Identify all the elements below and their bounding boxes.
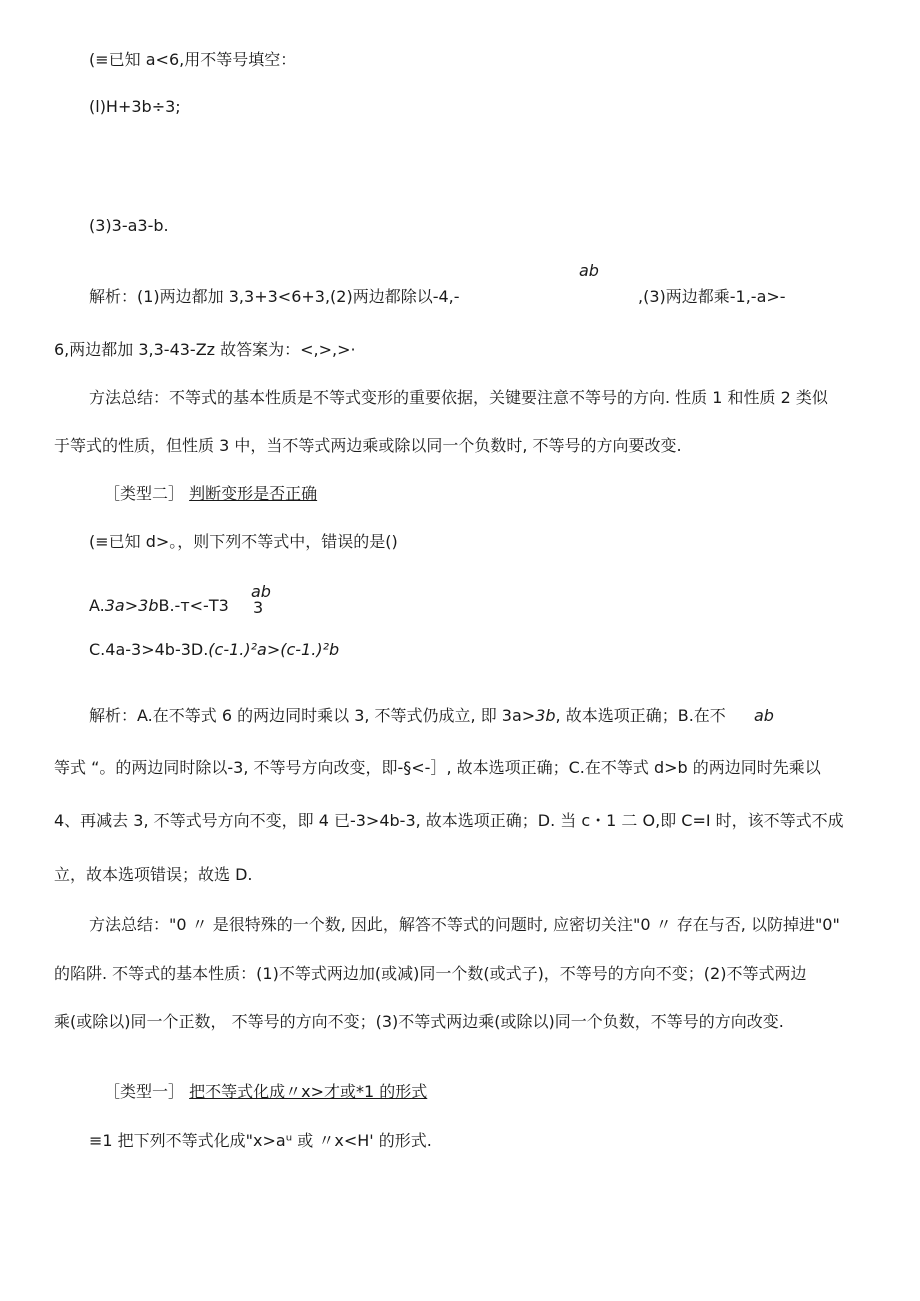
type2-analysis-line	[89, 706, 726, 726]
type1-example: ≡1 把下列不等式化成"x>aᵘ 或 〃x<H' 的形式.	[89, 1131, 432, 1150]
option-d-expression: (c-1.)²a>(c-1.)²b	[208, 640, 340, 659]
option-a-expression: 3a>3b	[104, 596, 159, 615]
type1-heading	[104, 1082, 427, 1102]
analysis-answer-line: 6,两边都加 3,3-43-Zz 故答案为：<,>,>·	[54, 340, 356, 359]
analysis-italic: 3b	[535, 706, 556, 725]
method-summary-line: 乘(或除以)同一个正数， 不等号的方向不变；(3)不等式两边乘(或除以)同一个负数，不等号的方向改变.	[54, 1012, 784, 1031]
fraction-numerator-ab: ab	[579, 261, 599, 280]
option-a-label: A.	[89, 596, 105, 615]
option-a-b	[89, 596, 229, 616]
analysis-line-continued: ,(3)两边都乘-1,-a>-	[638, 287, 786, 306]
type1-title: 把不等式化成〃x>才或*1 的形式	[189, 1082, 428, 1101]
question-intro: (≡已知 a<6,用不等号填空：	[89, 50, 297, 69]
method-summary-line: 方法总结：不等式的基本性质是不等式变形的重要依据，关键要注意不等号的方向. 性质 1 和性质 2 类似	[89, 388, 828, 407]
sub-question-3: (3)3-a3-b.	[89, 216, 169, 235]
sub-question-1: (l)H+3b÷3;	[89, 97, 181, 116]
method-summary-line: 于等式的性质，但性质 3 中，当不等式两边乘或除以同一个负数时, 不等号的方向要改变.	[54, 436, 682, 455]
type2-bracket: ［类型二］	[104, 484, 185, 503]
fraction-denominator: 3	[253, 598, 264, 617]
analysis-text-tail: , 故本选项正确；B.在不	[555, 706, 726, 725]
option-b: B.-т<-T3	[158, 596, 229, 615]
type1-bracket: ［类型一］	[104, 1082, 185, 1101]
fraction-numerator-ab: ab	[251, 582, 271, 601]
analysis-line: 解析：(1)两边都加 3,3+3<6+3,(2)两边都除以-4,-	[89, 287, 460, 306]
type2-question: (≡已知 d>。，则下列不等式中，错误的是()	[89, 532, 398, 551]
analysis-text: 解析：A.在不等式 6 的两边同时乘以 3, 不等式仍成立, 即 3a>	[89, 706, 536, 725]
type2-heading	[104, 484, 317, 504]
type2-analysis-line: 立，故本选项错误；故选 D.	[54, 865, 253, 884]
method-summary-line: 的陷阱. 不等式的基本性质：(1)不等式两边加(或减)同一个数(或式子)，不等号的方向不变；(2)不等式两边	[54, 964, 807, 983]
type2-analysis-line: 等式 “。的两边同时除以-3, 不等号方向改变，即-§<-］, 故本选项正确；C.在不等式 d>b 的两边同时先乘以	[54, 758, 821, 777]
method-summary-line: 方法总结："0 〃 是很特殊的一个数, 因此，解答不等式的问题时, 应密切关注"0 〃 存在与否, 以防掉进"0"	[89, 915, 840, 934]
fraction-numerator-ab: ab	[754, 706, 774, 725]
option-c: C.4a-3>4b-3D.	[89, 640, 209, 659]
option-c-d	[89, 640, 339, 660]
type2-title: 判断变形是否正确	[189, 484, 318, 503]
type2-analysis-line: 4、再减去 3, 不等式号方向不变，即 4 已-3>4b-3, 故本选项正确；D. 当 c・1 二 O,即 C=I 时，该不等式不成	[54, 811, 844, 830]
